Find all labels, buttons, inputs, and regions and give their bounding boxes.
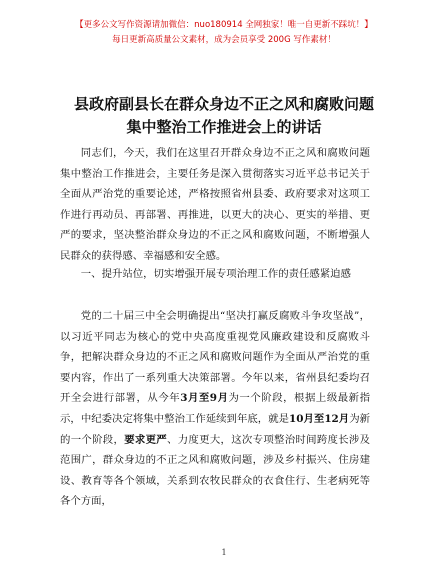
paragraph-opening: 同志们，今天，我们在这里召开群众身边不正之风和腐败问题集中整治工作推进会，主要任务是深入贯彻落实习近平总书记关于全面从严治党的重要论述，严格按照省州县委、政府要求对这项工作进行再动员、再部署、再推进，以更大的决心、更实的举措、更严的要求，坚决整治群众身边的不正之风和腐败问题，不断增强人民群众的获得感、幸福感和安全感。 [60,147,370,262]
promo-banner [0,0,448,66]
promo-line-1: 【更多公文写作资源请加微信：nuo180914 全网独家！唯一自更新不踩坑！】 [75,20,373,30]
paragraph-text: 、力度更大，这次专项整治时间跨度长涉及范围广，群众身边的不正之风和腐败问题，涉及乡村振兴、住房建设、教育等各个领域，关系到农牧民群众的衣食住行、生老病死等各个方面， [60,433,371,508]
promo-line-2: 每日更新高质量公文素材，成为会员享受 200G 写作素材！ [112,35,336,45]
section-heading-1: 一、提升站位，切实增强开展专项治理工作的责任感紧迫感 [80,268,351,280]
paragraph-text: 为新的一个阶段， [60,412,371,446]
emphasis-date-range: 3月至9月 [180,392,229,405]
doc-title-line-2: 集中整治工作推进会上的讲话 [126,118,322,136]
paragraph-section-1 [60,306,370,512]
emphasis-text: 要求更严 [124,433,168,446]
paragraph-text: 党的二十届三中全会明确提出“坚决打赢反腐败斗争攻坚战”，以习近平同志为核心的党中央高度重视党风廉政建设和反腐败斗争，把解决群众身边的不正之风和腐败问题作为全面从严治党的重要内容，作出了一系列重大决策部署。今年以来，省州县纪委均召开全会进行部署，从今年 [60,310,370,405]
page-number: 1 [221,548,227,557]
paragraph-text: 为一个阶段，根据上级最新指示，中纪委决定将集中整治工作延续到年底，就是 [60,392,370,425]
emphasis-date-range: 10月至12月 [289,412,350,425]
doc-title-line-1: 县政府副县长在群众身边不正之风和腐败问题 [73,95,374,113]
